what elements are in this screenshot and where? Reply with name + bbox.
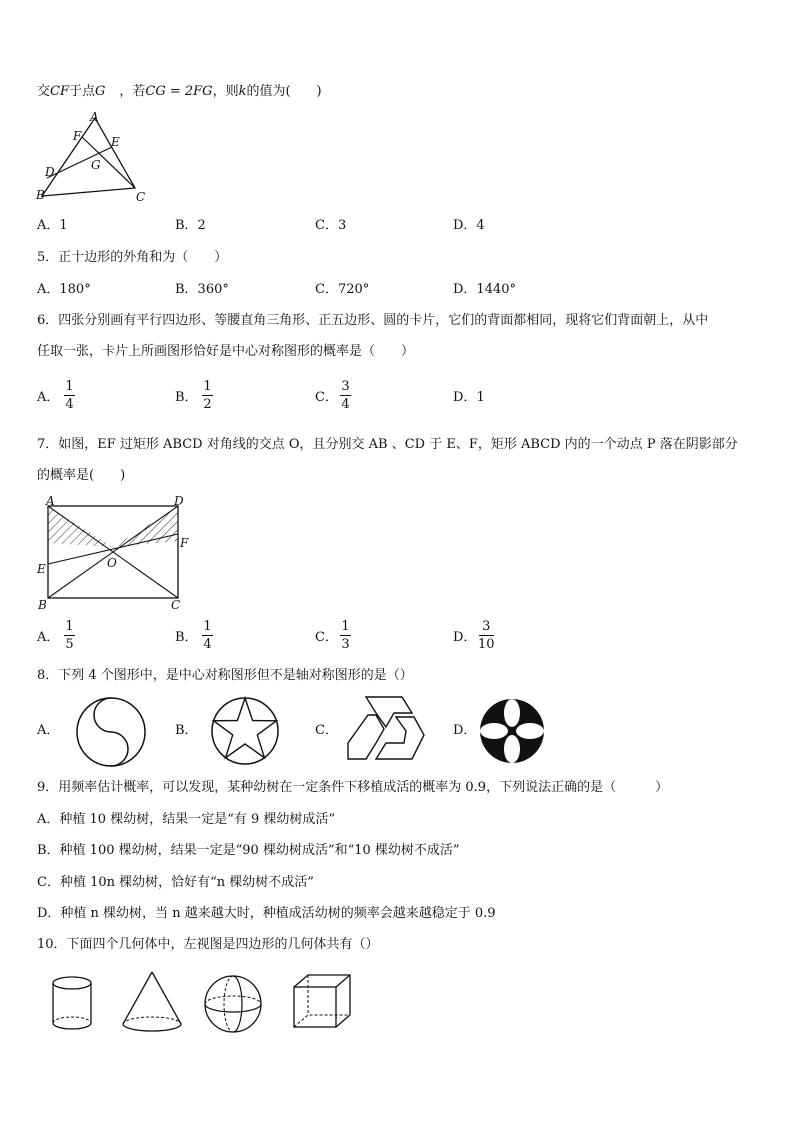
numerator: 1	[341, 619, 350, 634]
option-value: 1	[476, 390, 485, 405]
q9-stem: 9．用频率估计概率，可以发现，某种幼树在一定条件下移植成活的概率为 0.9，下列说法正确的是（ ）	[37, 780, 669, 795]
q4-line-de	[47, 147, 112, 178]
q8-figure-a-yinyang-icon[interactable]	[74, 695, 148, 769]
numerator: 1	[203, 619, 212, 634]
option-letter: D．	[453, 630, 477, 645]
denominator: 10	[478, 637, 495, 652]
q8-stem: 8．下列 4 个图形中，是中心对称图形但不是轴对称图形的是（）	[37, 668, 413, 683]
q7-label-f: F	[180, 536, 189, 550]
q7-stem-line1: 7．如图，EF 过矩形 ABCD 对角线的交点 O，且分别交 AB 、CD 于 E、F，矩形 ABCD 内的一个动点 P 落在阴影部分	[37, 437, 738, 452]
q7-fraction-c	[340, 619, 351, 652]
q7-option-c[interactable]	[315, 630, 338, 646]
fraction-bar	[340, 635, 351, 636]
option-letter: C．	[315, 630, 338, 645]
option-letter: D．	[453, 390, 477, 405]
q7-option-b[interactable]	[175, 630, 198, 646]
q9-option-c[interactable]: C．种植 10n 棵幼树，恰好有“n 棵幼树不成活”	[37, 875, 314, 890]
numerator: 1	[65, 619, 74, 634]
q4-option-b[interactable]: B．2	[175, 218, 206, 233]
q4-stem-text: 交	[37, 84, 51, 99]
q7-rectangle-figure	[34, 495, 194, 615]
q10-cylinder-icon	[50, 975, 98, 1035]
option-letter: A．	[37, 630, 60, 645]
denominator: 2	[203, 397, 212, 412]
q4-stem	[37, 84, 322, 100]
q4-stem-g: G	[95, 84, 106, 99]
q7-fraction-d	[478, 619, 495, 652]
q8-option-a-label[interactable]: A．	[37, 723, 60, 738]
q8-option-d-label[interactable]: D．	[453, 723, 477, 738]
q7-label-o: O	[107, 556, 117, 570]
numerator: 3	[341, 379, 350, 394]
q4-stem-equation: CG = 2FG	[145, 84, 213, 99]
q7-option-d[interactable]	[453, 630, 476, 646]
fraction-bar	[202, 635, 213, 636]
q4-option-d[interactable]: D．4	[453, 218, 485, 233]
fraction-bar	[479, 635, 494, 636]
q7-label-a: A	[46, 494, 55, 508]
q9-option-d[interactable]: D．种植 n 棵幼树，当 n 越来越大时，种植成活幼树的频率会越来越稳定于 0.9	[37, 906, 496, 921]
q4-label-d: D	[45, 165, 55, 179]
numerator: 1	[203, 379, 212, 394]
q7-label-e: E	[37, 562, 46, 576]
q4-option-c[interactable]: C．3	[315, 218, 347, 233]
q4-stem-text: ，则	[212, 84, 239, 99]
option-letter: B．	[175, 630, 198, 645]
q7-shaded-right	[113, 506, 178, 547]
q4-stem-text: 于点	[68, 84, 95, 99]
q4-label-c: C	[136, 190, 146, 204]
q8-figure-d-flower-icon[interactable]	[478, 697, 546, 765]
q6-fraction-b	[202, 379, 213, 412]
q9-option-b[interactable]: B．种植 100 棵幼树，结果一定是“90 棵幼树成活”和“10 棵幼树不成活”	[37, 843, 460, 858]
q4-label-b: B	[36, 188, 45, 202]
fraction-bar	[64, 395, 75, 396]
fraction-bar	[340, 395, 351, 396]
q6-stem-line2: 任取一张，卡片上所画图形恰好是中心对称图形的概率是（ ）	[37, 344, 415, 359]
q4-label-g: G	[91, 158, 101, 172]
q8-option-c-label[interactable]: C．	[315, 723, 338, 738]
q7-shaded-left	[48, 506, 113, 547]
q5-option-b[interactable]: B．360°	[175, 282, 229, 297]
denominator: 4	[65, 397, 74, 412]
q6-option-a[interactable]	[37, 390, 59, 406]
q7-label-b: B	[38, 598, 47, 612]
q4-stem-cf: CF	[50, 84, 69, 99]
q8-figure-c-recycle-icon[interactable]	[346, 695, 428, 767]
option-letter: A．	[37, 390, 60, 405]
q6-stem-line1: 6．四张分别画有平行四边形、等腰直角三角形、正五边形、圆的卡片，它们的背面都相同，现将它们背面朝上，从中	[37, 313, 709, 328]
q4-label-e: E	[111, 135, 120, 149]
numerator: 1	[65, 379, 74, 394]
option-letter: B．	[175, 390, 198, 405]
denominator: 4	[341, 397, 350, 412]
q7-label-c: C	[171, 598, 181, 612]
denominator: 3	[341, 637, 350, 652]
q4-stem-text: 的值为( )	[246, 84, 322, 99]
q7-label-d: D	[174, 494, 184, 508]
q10-stem: 10．下面四个几何体中，左视图是四边形的几何体共有（）	[37, 937, 379, 952]
q10-cube-icon	[292, 973, 354, 1031]
q10-sphere-icon	[202, 973, 264, 1035]
fraction-bar	[202, 395, 213, 396]
q4-triangle-figure	[30, 110, 150, 210]
q6-option-d[interactable]	[453, 390, 485, 406]
q5-option-a[interactable]: A．180°	[37, 282, 91, 297]
q4-triangle	[42, 118, 135, 196]
q8-figure-b-star-icon[interactable]	[210, 696, 280, 766]
q5-option-d[interactable]: D．1440°	[453, 282, 517, 297]
q4-stem-text: ，若	[119, 84, 146, 99]
q6-fraction-a	[64, 379, 75, 412]
q6-option-c[interactable]	[315, 390, 338, 406]
denominator: 5	[65, 637, 74, 652]
numerator: 3	[482, 619, 491, 634]
q4-option-a[interactable]: A．1	[37, 218, 68, 233]
q7-fraction-b	[202, 619, 213, 652]
q6-fraction-c	[340, 379, 351, 412]
fraction-bar	[64, 635, 75, 636]
q5-stem: 5．正十边形的外角和为（ ）	[37, 250, 228, 265]
denominator: 4	[203, 637, 212, 652]
q9-option-a[interactable]: A．种植 10 棵幼树，结果一定是“有 9 棵幼树成活”	[37, 812, 336, 827]
option-letter: C．	[315, 390, 338, 405]
q4-label-f: F	[73, 129, 82, 143]
q7-stem-line2: 的概率是( )	[37, 468, 126, 483]
q5-option-c[interactable]: C．720°	[315, 282, 370, 297]
q4-stem-k: k	[238, 84, 247, 99]
q10-cone-icon	[120, 970, 186, 1034]
q4-line-fc	[82, 137, 135, 188]
q6-option-b[interactable]	[175, 390, 198, 406]
q7-fraction-a	[64, 619, 75, 652]
q8-option-b-label[interactable]: B．	[175, 723, 198, 738]
q4-label-a: A	[90, 110, 99, 124]
q7-option-a[interactable]	[37, 630, 59, 646]
